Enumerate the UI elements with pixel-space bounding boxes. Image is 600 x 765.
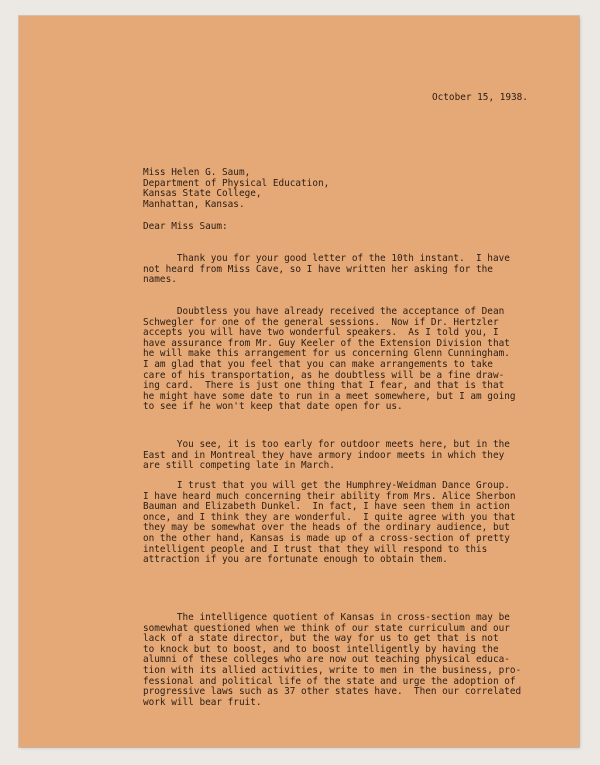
recipient-department: Department of Physical Education,: [143, 177, 330, 189]
salutation: Dear Miss Saum:: [143, 221, 228, 232]
recipient-name: Miss Helen G. Saum,: [143, 167, 251, 178]
body-paragraph-3: You see, it is too early for outdoor meets here, but in the East and in Montreal they have armory indoor meets in which they are still competing late in March.: [143, 439, 510, 472]
recipient-address: [143, 168, 329, 210]
body-paragraph-1: Thank you for your good letter of the 10th instant. I have not heard from Miss Cave, so I have written her asking for the names.: [143, 253, 510, 286]
body-paragraph-5: The intelligence quotient of Kansas in cross-section may be somewhat questioned when we think of our state curriculum and our lack of a state director, but the way for us to get that is not to knock but to boost, and to boost intelligently by having the alumni of these colleges who are now out teaching physical educa- tion with its allied activities, write to men in the business, pro- fessional and political life of the state and urge the adoption of progressive laws such as 37 other states have. Then our correlated work will bear fruit.: [143, 612, 522, 708]
letter-page: [19, 16, 579, 747]
recipient-institution: Kansas State College,: [143, 188, 262, 200]
recipient-city: Manhattan, Kansas.: [143, 198, 245, 210]
body-paragraph-2: Doubtless you have already received the acceptance of Dean Schwegler for one of the general sessions. Now if Dr. Hertzler accepts you will have two wonderful speakers. As I told you, I have assurance from Mr. Guy Keeler of the Extension Division that he will make this arrangement for us concerning Glenn Cunningham. I am glad that you feel that you can make arrangements to take care of his transportation, as he doubtless will be a fine draw- ing card. There is just one thing that I fear, and that is that he might have some date to run in a meet somewhere, but I am going to see if he won't keep that date open for us.: [143, 306, 516, 413]
letter-date: October 15, 1938.: [432, 92, 528, 103]
body-paragraph-4: I trust that you will get the Humphrey-Weidman Dance Group. I have heard much concerning their ability from Mrs. Alice Sherbon Bauman and Elizabeth Dunkel. In fact, I have seen them in action once, and I think they are wonderful. I quite agree with you that they may be somewhat over the heads of the ordinary audience, but on the other hand, Kansas is made up of a cross-section of pretty intelligent people and I trust that they will respond to this attraction if you are fortunate enough to obtain them.: [143, 480, 516, 566]
